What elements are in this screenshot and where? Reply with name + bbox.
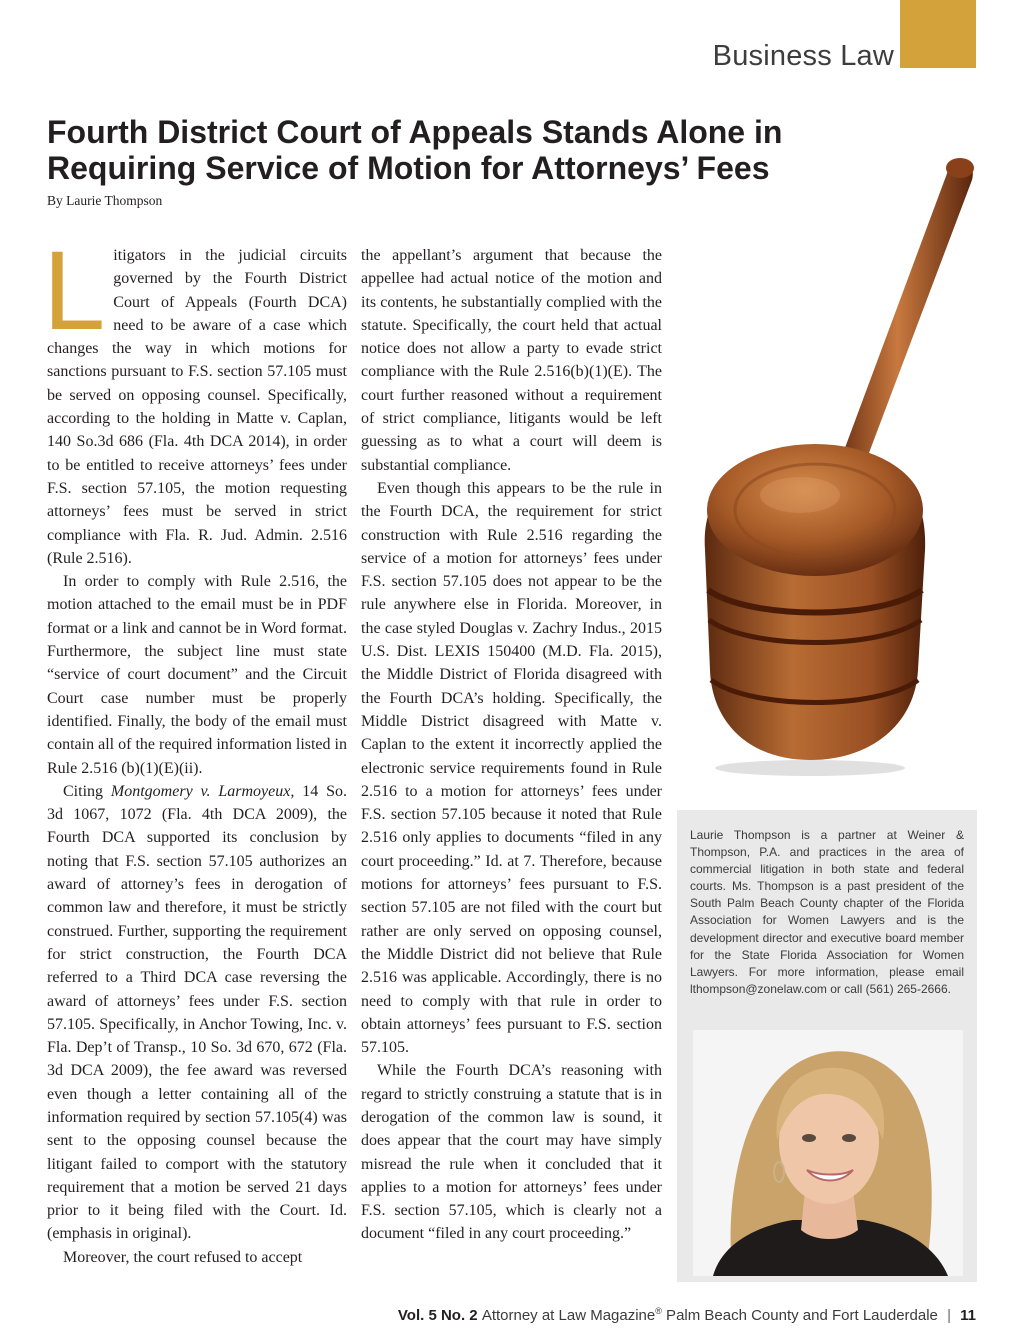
paragraph	[43, 228, 347, 570]
footer-magazine: Attorney at Law Magazine	[481, 1307, 656, 1324]
footer-region: Palm Beach County and Fort Lauderdale	[661, 1307, 938, 1324]
byline: By Laurie Thompson	[47, 193, 163, 208]
author-bio: Laurie Thompson is a partner at Weiner & Thompson, P.A. and practices in the area of commercial litigation in both state and federal courts. Ms. Thompson is a past president of the South Palm Beach County chapter of the Florida Association for Women Lawyers and is the development director and executive board member for the State Florida Association for Women Lawyers. For more information, please email lthompson@zonelaw.com or call (561) 265-2666.	[690, 828, 964, 996]
headline-line-2: Requiring Service of Motion for Attorneys’ Fees	[47, 150, 770, 186]
paragraph	[47, 780, 347, 1246]
article-column-middle	[361, 244, 662, 1246]
article-column-left	[43, 228, 348, 1269]
page-footer	[398, 1306, 976, 1324]
paragraph-text: 14 So. 3d 1067, 1072 (Fla. 4th DCA 2009), the Fourth DCA supported its conclusion by noting that F.S. section 57.105 authorizes an award of attorney’s fees in derogation of common law and therefore, it must be strictly construed. Further, supporting the requirement for strict construction, the Fourth DCA referred to a Third DCA case reversing the award of attorneys’ fees under F.S. section 57.105. Specifically, in Anchor Towing, Inc. v. Fla. Dep’t of Transp., 10 So. 3d 670, 672 (Fla. 3d DCA 2009), the fee award was reversed even though a letter containing all of the information required by section 57.105(4) was sent to the opposing counsel because the litigant failed to comport with the statutory requirement that a motion be served 21 days prior to it being filed with the Court. Id. (emphasis in original).	[47, 782, 348, 1243]
footer-registered-mark: ®	[655, 1306, 662, 1316]
paragraph: the appellant’s argument that because the appellee had actual notice of the motion and its contents, he substantially complied with the statute. Specifically, the court held that actual notice does not allow a party to evade strict compliance with the Rule 2.516(b)(1)(E). The court further reasoned without a requirement of strict compliance, litigants would be left guessing as to what a court will deem is substantial compliance.	[361, 247, 662, 474]
section-label: Business Law	[712, 40, 894, 72]
section-color-tab	[900, 0, 976, 68]
drop-cap: L	[43, 228, 106, 353]
paragraph: Even though this appears to be the rule in the Fourth DCA, the requirement for strict construction with Rule 2.516 regarding the service of a motion for attorneys’ fees under F.S. section 57.105 does not appear to be the rule anywhere else in Florida. Moreover, in the case styled Douglas v. Zachry Indus., 2015 U.S. Dist. LEXIS 150400 (M.D. Fla. 2015), the Middle District of Florida disagreed with the Fourth DCA’s holding. Specifically, the Middle District disagreed with Matte v. Caplan to the extent it incorrectly applied the electronic service requirements found in Rule 2.516 to a motion for attorneys’ fees under F.S. section 57.105 because it noted that Rule 2.516 only applies to documents “filed in any court proceeding.” Id. at 7. Therefore, because motions for attorneys’ fees pursuant to F.S. section 57.105 are not filed with the court but rather are only served on opposing counsel, the Middle District did not believe that Rule 2.516 was applicable. Accordingly, there is no need to comply with that rule in order to obtain attorneys’ fees pursuant to F.S. section 57.105.	[361, 479, 662, 1057]
author-portrait	[693, 1030, 963, 1276]
page-number: 11	[960, 1307, 976, 1324]
paragraph: In order to comply with Rule 2.516, the motion attached to the email must be in PDF format or a link and cannot be in Word format. Furthermore, the subject line must state “service of court document” and the Circuit Court case number must be properly identified. Finally, the body of the email must contain all of the required information listed in Rule 2.516 (b)(1)(E)(ii).	[47, 573, 347, 777]
footer-separator: |	[947, 1307, 951, 1324]
paragraph: While the Fourth DCA’s reasoning with regard to strictly construing a statute that is in derogation of the common law is sound, it does appear that the court may have simply misread the rule when it concluded that it applies to a motion for attorneys’ fees under F.S. section 57.105, which is clearly not a document “filed in any court proceeding.”	[361, 1062, 662, 1243]
paragraph-text: itigators in the judicial circuits governed by the Fourth District Court of Appeals (Fourth DCA) need to be aware of a case which changes the way in which motions for sanctions pursuant to F.S. section 57.105 must be served on opposing counsel. Specifically, according to the holding in Matte v. Caplan, 140 So.3d 686 (Fla. 4th DCA 2014), in order to be entitled to receive attorneys’ fees under F.S. section 57.105, the motion requesting attorneys’ fees must be served in strict compliance with Fla. R. Jud. Admin. 2.516 (Rule 2.516).	[47, 247, 347, 567]
headline-line-1: Fourth District Court of Appeals Stands Alone in	[47, 114, 783, 150]
gavel-image	[660, 150, 990, 800]
footer-volume: Vol. 5 No. 2	[397, 1307, 478, 1324]
case-citation-italic: Montgomery v. Larmoyeux,	[110, 782, 295, 800]
paragraph-text: Citing	[63, 782, 111, 800]
paragraph: Moreover, the court refused to accept	[63, 1248, 303, 1266]
